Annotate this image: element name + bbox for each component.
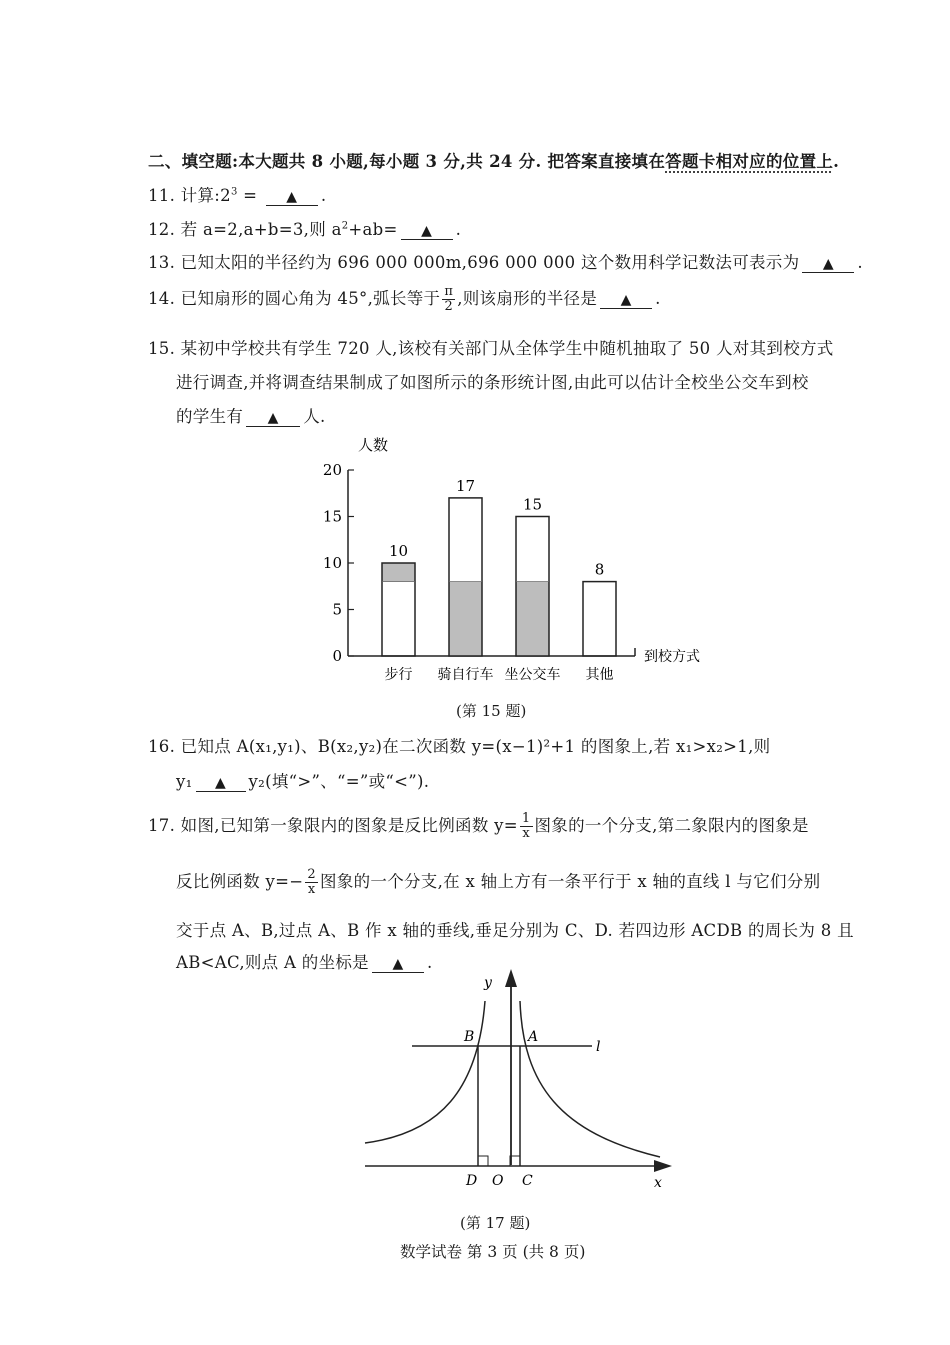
question-13: 13. 已知太阳的半径约为 696 000 000m,696 000 000 这个数用科学记数法可表示为 ▲ . [148, 253, 863, 272]
chart-bar-shaded-segment [516, 582, 549, 656]
question-17-line1: 17. 如图,已知第一象限内的图象是反比例函数 y= $\frac{1}{x}$ 图象的一个分支,第二象限内的图象是 [148, 811, 809, 841]
question-11: 11. 计算$:2^3$ = ▲ . [148, 186, 327, 205]
question-15-line3: 的学生有 ▲ 人. [176, 407, 326, 426]
chart-category-label: 步行 [384, 667, 413, 683]
figure-17 [360, 965, 680, 1195]
section-heading-emphasis: 答题卡相对应的位置上 [665, 152, 834, 171]
chart-ticks [323, 461, 354, 665]
answer-blank-15: ▲ [246, 407, 300, 427]
fig17-curve-second-quadrant [365, 1001, 485, 1143]
fraction-2-over-x: $\frac{2}{x}$ [307, 867, 316, 897]
fig17-label-y: y [484, 975, 492, 991]
chart-category-label: 坐公交车 [504, 667, 561, 683]
fig17-x-arrow [654, 1160, 672, 1172]
chart-y-tick-label: 0 [332, 647, 342, 665]
question-16-line1: 16. 已知点 A(x₁,y₁)、B(x₂,y₂)在二次函数 y=(x−1)²+1 的图象上,若 x₁>x₂>1,则 [148, 737, 771, 756]
chart-y-tick-label: 20 [322, 461, 342, 479]
question-14: 14. 已知扇形的圆心角为 45°,弧长等于 $\frac{\pi}{2}$ ,则该扇形的半径是 ▲ . [148, 284, 661, 314]
chart-y-tick-label: 15 [322, 507, 342, 526]
chart-category-label: 骑自行车 [437, 667, 494, 683]
fraction-1-over-x: $\frac{1}{x}$ [521, 811, 531, 841]
question-17-line4: AB<AC,则点 A 的坐标是 ▲ . [176, 953, 433, 972]
fig17-right-angle-D [478, 1156, 488, 1166]
chart-value-label: 15 [522, 495, 543, 514]
page-footer: 数学试卷 第 3 页 (共 8 页) [400, 1243, 586, 1261]
chart-y-tick-label: 10 [322, 554, 342, 572]
question-16-line2: y₁ ▲ y₂(填“>”、“=”或“<”). [176, 772, 430, 791]
chart-value-label: 17 [455, 476, 476, 495]
fig17-label-l: l [596, 1039, 601, 1055]
answer-blank-14: ▲ [600, 289, 652, 309]
answer-blank-11: ▲ [266, 186, 318, 206]
chart-bars [382, 477, 616, 683]
question-15-line1: 15. 某初中学校共有学生 720 人,该校有关部门从全体学生中随机抽取了 50 人对其到校方式 [148, 339, 834, 358]
question-15-line2: 进行调查,并将调查结果制成了如图所示的条形统计图,由此可以估计全校坐公交车到校 [176, 373, 809, 392]
chart-bar [583, 582, 616, 656]
section-heading: 二、填空题:本大题共 8 小题,每小题 3 分,共 24 分. 把答案直接填在答题卡相对应的位置上. [148, 152, 840, 171]
fig17-label-C: C [522, 1173, 533, 1189]
chart-value-label: 10 [388, 542, 409, 560]
chart-y-tick-label: 5 [332, 600, 342, 619]
chart-category-label: 其他 [585, 667, 614, 683]
fig17-label-D: D [466, 1173, 478, 1189]
fraction-pi-over-2: $\frac{\pi}{2}$ [444, 284, 454, 314]
fig17-curve-first-quadrant [520, 1001, 660, 1157]
chart-bar-shaded-segment [449, 582, 482, 656]
question-17-line2: 反比例函数 y=− $\frac{2}{x}$ 图象的一个分支,在 x 轴上方有一条平行于 x 轴的直线 l 与它们分别 [176, 867, 821, 897]
bar-chart-15 [310, 430, 730, 692]
figure-15-caption: (第 15 题) [456, 702, 527, 720]
answer-blank-16: ▲ [196, 772, 246, 792]
chart-bar-shaded-segment [382, 563, 415, 582]
fig17-y-arrow [505, 969, 517, 987]
figure-17-caption: (第 17 题) [460, 1214, 531, 1232]
chart-y-label: 人数 [358, 436, 389, 454]
fig17-label-O: O [492, 1173, 504, 1189]
answer-blank-12: ▲ [401, 220, 453, 240]
fig17-label-x: x [654, 1175, 662, 1191]
answer-blank-13: ▲ [802, 253, 854, 273]
fig17-label-A: A [528, 1029, 539, 1045]
chart-value-label: 8 [594, 560, 605, 579]
question-12: 12. 若 a=2,a+b=3,则 $a^2+ab=$ ▲ . [148, 220, 462, 239]
question-17-line3: 交于点 A、B,过点 A、B 作 x 轴的垂线,垂足分别为 C、D. 若四边形 ACDB 的周长为 8 且 [176, 921, 854, 940]
chart-x-label: 到校方式 [644, 649, 700, 665]
answer-blank-17: ▲ [372, 953, 424, 973]
fig17-label-B: B [464, 1029, 475, 1045]
